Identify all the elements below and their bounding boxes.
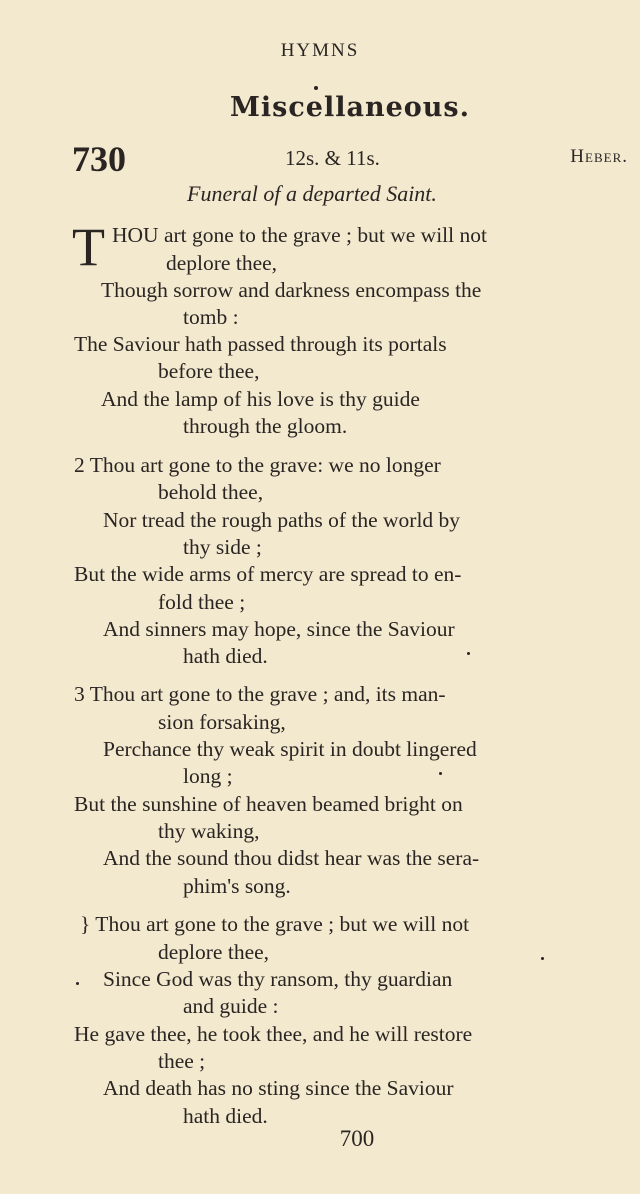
verse-3-line-6: thy waking, <box>158 819 260 843</box>
hymn-meter: 12s. & 11s. <box>285 146 380 170</box>
verse-2-line-6: fold thee ; <box>158 590 246 614</box>
verse-3-line-8: phim's song. <box>183 874 291 898</box>
verse-4-line-4: and guide : <box>183 994 279 1018</box>
verse-1-line-8: through the gloom. <box>183 414 348 438</box>
verse-3-line-3: Perchance thy weak spirit in doubt lingered <box>103 737 477 761</box>
ink-speck <box>76 982 79 985</box>
section-title: Miscellaneous. <box>229 92 471 123</box>
verse-2-line-5: But the wide arms of mercy are spread to en- <box>74 562 462 586</box>
drop-cap: T <box>72 217 105 277</box>
hymn-title: Funeral of a departed Saint. <box>187 181 437 206</box>
verse-2-line-8: hath died. <box>183 644 268 668</box>
verse-3-line-7: And the sound thou didst hear was the sera- <box>103 846 480 870</box>
verse-1-line-7: And the lamp of his love is thy guide <box>101 387 420 411</box>
running-head: HYMNS <box>280 40 360 61</box>
verse-4-line-6: thee ; <box>158 1049 206 1073</box>
verse-1-line-6: before thee, <box>158 359 260 383</box>
verse-2-line-1: 2 Thou art gone to the grave: we no longer <box>74 453 441 477</box>
ink-speck <box>541 957 544 960</box>
verse-2-line-4: thy side ; <box>183 535 262 559</box>
verse-2-line-2: behold thee, <box>158 480 264 504</box>
verse-4-line-2: deplore thee, <box>158 940 270 964</box>
verse-1-line-2: deplore thee, <box>166 251 278 275</box>
verse-1-line-4: tomb : <box>183 305 239 329</box>
verse-1-line-3: Though sorrow and darkness encompass the <box>101 278 482 302</box>
verse-1-line-5: The Saviour hath passed through its portals <box>74 332 447 356</box>
ink-speck <box>467 652 470 655</box>
hymn-author: Heber. <box>570 146 628 167</box>
ornament-dot <box>314 86 318 90</box>
verse-4-line-1: } Thou art gone to the grave ; but we will not <box>80 912 470 936</box>
verse-3-line-5: But the sunshine of heaven beamed bright on <box>74 792 463 816</box>
verse-2-line-3: Nor tread the rough paths of the world by <box>103 508 461 532</box>
verse-3-line-2: sion forsaking, <box>158 710 286 734</box>
ink-speck <box>439 772 442 775</box>
verse-1-line-1: HOU art gone to the grave ; but we will not <box>112 223 487 247</box>
hymn-number: 730 <box>72 139 126 179</box>
page-number: 700 <box>339 1126 375 1151</box>
verse-4-line-3: Since God was thy ransom, thy guardian <box>103 967 453 991</box>
verse-2-line-7: And sinners may hope, since the Saviour <box>103 617 455 641</box>
verse-3-line-4: long ; <box>183 764 233 788</box>
verse-3-line-1: 3 Thou art gone to the grave ; and, its man- <box>74 682 446 706</box>
verse-4-line-5: He gave thee, he took thee, and he will restore <box>74 1022 473 1046</box>
verse-4-line-7: And death has no sting since the Saviour <box>103 1076 454 1100</box>
verse-4-line-8: hath died. <box>183 1104 268 1128</box>
